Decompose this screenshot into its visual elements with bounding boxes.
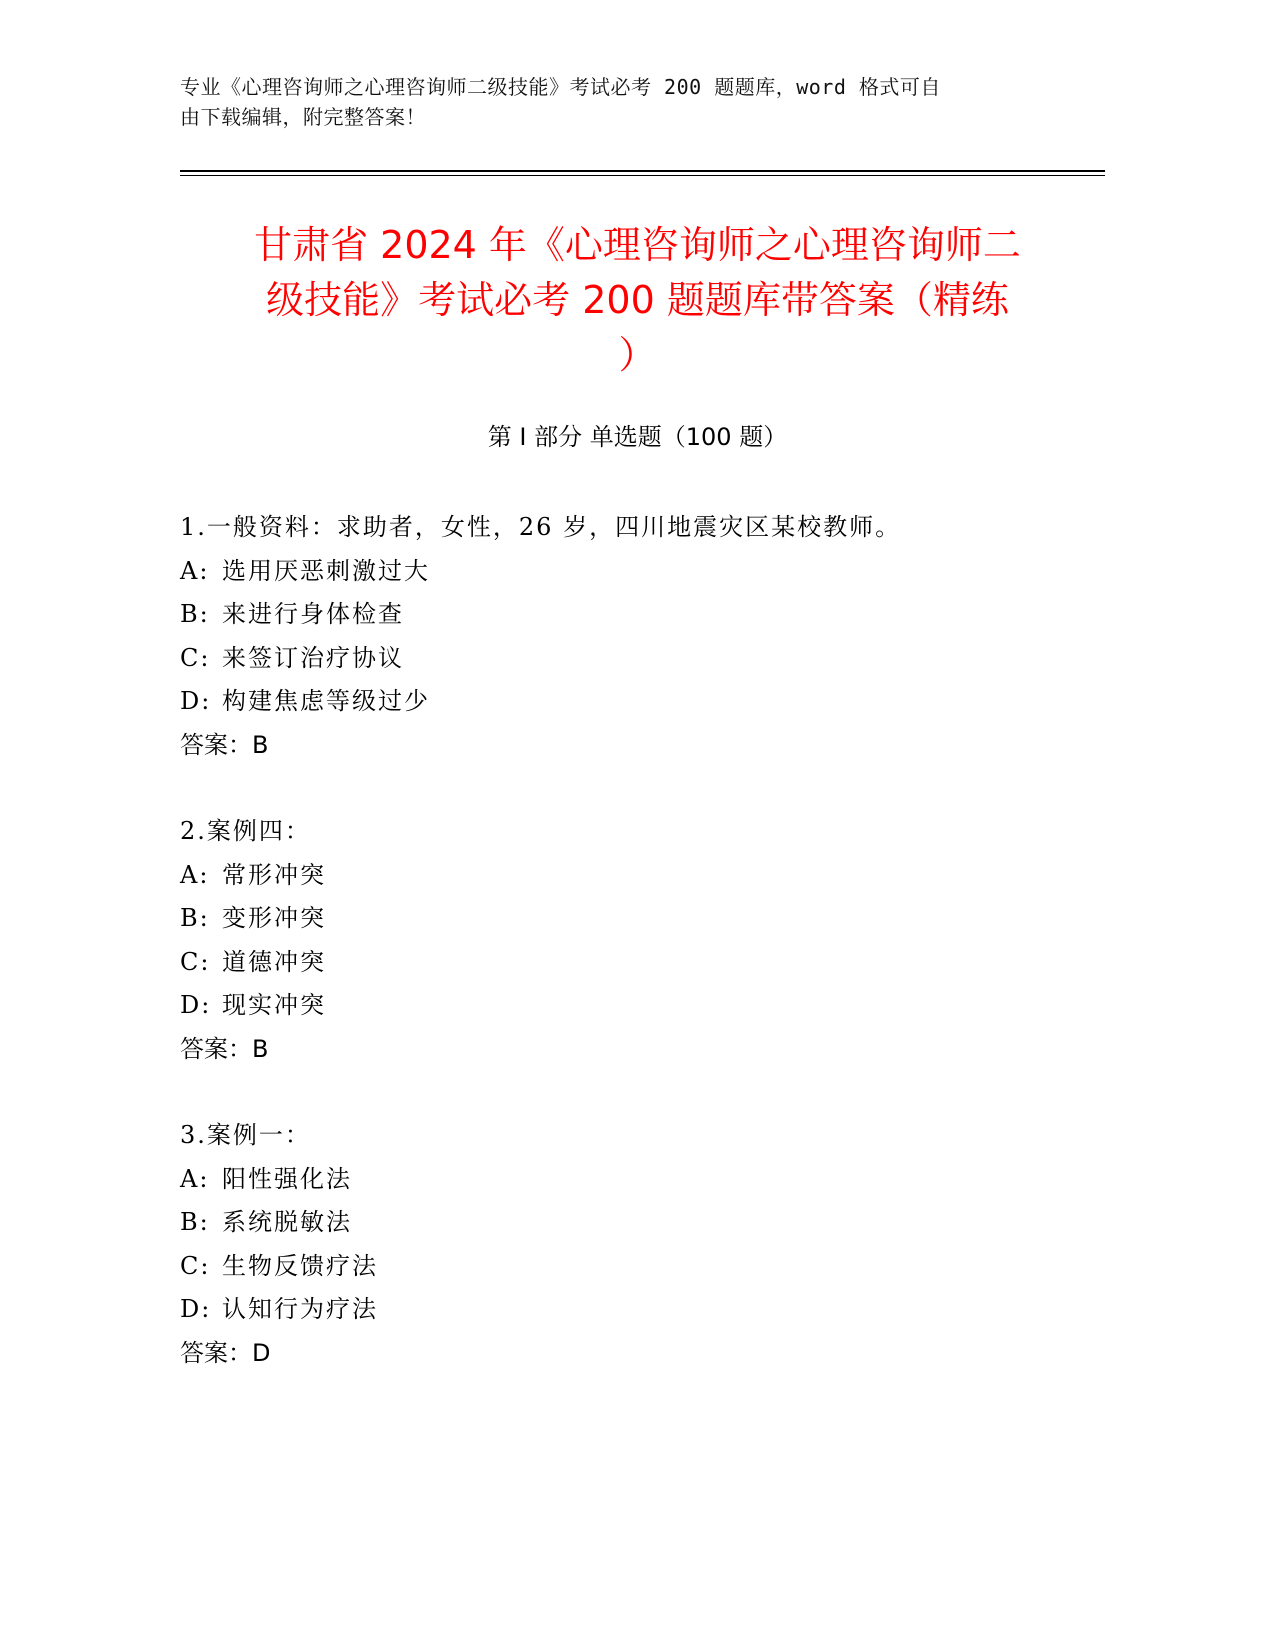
document-title-line-3: ） (618, 333, 657, 377)
option-letter: A: (180, 860, 210, 889)
option-text: 常形冲突 (222, 860, 326, 889)
option-letter: C: (180, 947, 211, 976)
question-item (180, 506, 1080, 767)
answer-line: 答案：B (180, 1034, 269, 1063)
document-title-line-2: 级技能》考试必考 200 题题库带答案（精练 (266, 278, 1009, 322)
option-letter: B: (180, 904, 210, 932)
option-letter: D: (180, 687, 212, 715)
question-list (180, 506, 1080, 1418)
question-item (180, 810, 1080, 1071)
option-text: 选用厌恶刺激过大 (222, 556, 430, 585)
option-a (180, 1158, 1080, 1202)
section-heading: 第 I 部分 单选题（100 题） (487, 423, 788, 451)
option-text: 认知行为疗法 (222, 1295, 378, 1323)
header-note (180, 72, 1060, 132)
option-c (180, 941, 1080, 985)
question-stem: 2.案例四： (180, 817, 311, 845)
option-d (180, 984, 1080, 1028)
answer-line: 答案：B (180, 730, 269, 759)
option-text: 来签订治疗协议 (222, 643, 404, 672)
option-text: 构建焦虑等级过少 (222, 687, 430, 715)
header-note-line-2: 由下载编辑，附完整答案！ (180, 105, 426, 129)
option-d (180, 680, 1080, 724)
header-divider-thick (180, 170, 1105, 172)
option-letter: C: (180, 1251, 211, 1280)
option-text: 系统脱敏法 (222, 1208, 352, 1236)
document-title (150, 218, 1125, 383)
option-letter: A: (180, 556, 210, 585)
option-c (180, 1245, 1080, 1289)
question-stem: 3.案例一： (180, 1121, 311, 1149)
header-divider-thin (180, 175, 1105, 176)
option-text: 变形冲突 (222, 904, 326, 932)
option-text: 阳性强化法 (222, 1164, 352, 1193)
option-b (180, 897, 1080, 941)
option-text: 现实冲突 (222, 991, 326, 1019)
option-text: 道德冲突 (222, 947, 326, 976)
option-letter: A: (180, 1164, 210, 1193)
option-letter: C: (180, 643, 211, 672)
answer-line: 答案：D (180, 1338, 271, 1367)
option-c (180, 637, 1080, 681)
option-d (180, 1288, 1080, 1332)
option-letter: B: (180, 1208, 210, 1236)
option-text: 来进行身体检查 (222, 600, 404, 628)
option-letter: D: (180, 991, 212, 1019)
option-b (180, 593, 1080, 637)
question-stem: 1.一般资料：求助者，女性，26 岁，四川地震灾区某校教师。 (180, 513, 902, 541)
option-letter: B: (180, 600, 210, 628)
option-text: 生物反馈疗法 (222, 1251, 378, 1280)
header-note-line-1: 专业《心理咨询师之心理咨询师二级技能》考试必考 200 题题库，word 格式可自 (180, 75, 941, 99)
option-a (180, 550, 1080, 594)
document-title-line-1: 甘肃省 2024 年《心理咨询师之心理咨询师二 (254, 223, 1021, 267)
option-a (180, 854, 1080, 898)
option-letter: D: (180, 1295, 212, 1323)
question-item (180, 1114, 1080, 1375)
option-b (180, 1201, 1080, 1245)
